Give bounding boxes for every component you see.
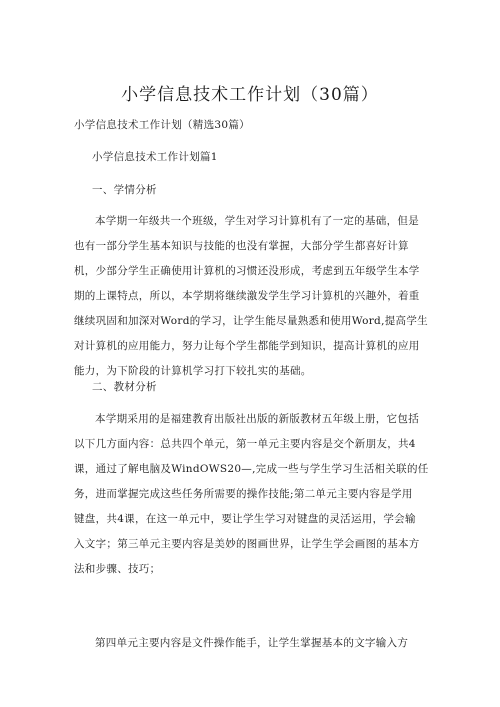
paragraph-line: 期的上课特点，所以，本学期将继续激发学生学习计算机的兴趣外，着重 (74, 290, 420, 302)
paragraph-textbook-analysis (74, 407, 430, 582)
paragraph-line: 继续巩固和加深对Word的学习，让学生能尽量熟悉和使用Word,提高学生 (74, 315, 428, 327)
paragraph-line: 本学期采用的是福建教育出版社出版的新版教材五年级上册，它包括 (95, 413, 419, 425)
paragraph-line: 本学期一年级共一个班级，学生对学习计算机有了一定的基础，但是 (95, 215, 419, 227)
paragraph-line: 键盘，共4课，在这一单元中，要让学生学习对键盘的灵活运用，学会输 (74, 513, 416, 525)
paragraph-line: 机，少部分学生正确使用计算机的习惯还没形成，考虑到五年级学生本学 (74, 265, 420, 277)
paragraph-line: 也有一部分学生基本知识与技能的也没有掌握，大部分学生都喜好计算 (74, 240, 409, 252)
section-heading: 小学信息技术工作计划篇1 (92, 151, 218, 163)
document-subtitle: 小学信息技术工作计划（精选30篇） (74, 119, 250, 131)
document-title: 小学信息技术工作计划（30篇） (121, 85, 379, 105)
paragraph-line: 务，进而掌握完成这些任务所需要的操作技能;第二单元主要内容是学用 (74, 488, 413, 500)
paragraph-learning-analysis (74, 209, 430, 384)
paragraph-line: 能力，为下阶段的计算机学习打下较扎实的基础。 (74, 365, 312, 377)
paragraph-unit-four (74, 631, 430, 656)
heading-learning-analysis: 一、学情分析 (92, 184, 157, 196)
paragraph-line: 以下几方面内容：总共四个单元，第一单元主要内容是交个新朋友，共4 (74, 438, 416, 450)
paragraph-line: 课，通过了解电脑及WindOWS20—,完成一些与学生学习生活相关联的任 (74, 463, 429, 475)
paragraph-line: 第四单元主要内容是文件操作能手，让学生掌握基本的文字输入方 (95, 637, 409, 649)
paragraph-line: 法和步骤、技巧； (74, 563, 161, 575)
heading-textbook-analysis: 二、教材分析 (92, 381, 157, 393)
paragraph-line: 对计算机的应用能力，努力让每个学生都能学到知识，提高计算机的应用 (74, 340, 420, 352)
paragraph-line: 入文字；第三单元主要内容是美妙的图画世界，让学生学会画图的基本方 (74, 538, 420, 550)
